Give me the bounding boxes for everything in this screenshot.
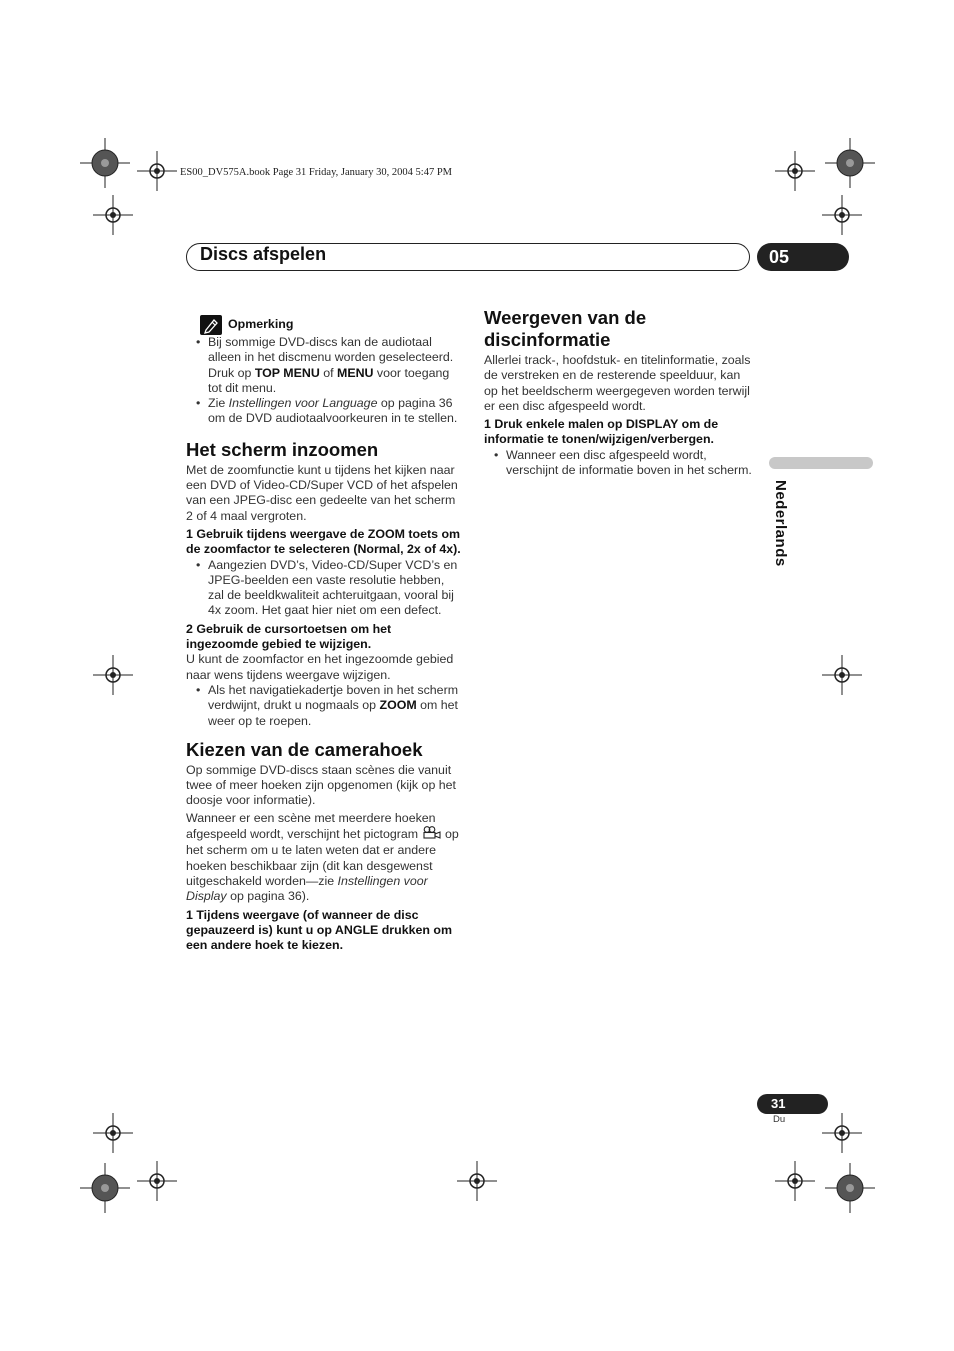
zoom-heading: Het scherm inzoomen bbox=[186, 438, 379, 460]
note-header bbox=[186, 315, 462, 335]
chapter-number-badge: 05 bbox=[757, 243, 849, 271]
language-tab-label: Nederlands bbox=[772, 480, 789, 567]
note-pencil-icon bbox=[200, 315, 222, 335]
note-bullet-2: • Zie Instellingen voor Language op pagina 36 om de DVD audiotaalvoorkeuren in te stellen. bbox=[196, 396, 458, 426]
language-code: Du bbox=[773, 1114, 786, 1125]
registration-mark-bottom-right-disc bbox=[825, 1163, 875, 1213]
registration-mark-top-right-disc bbox=[825, 138, 875, 188]
crosshair-top-4 bbox=[822, 195, 862, 235]
language-tab-bar bbox=[769, 457, 873, 469]
discinfo-heading: Weergeven van de discinformatie bbox=[484, 307, 647, 350]
crosshair-mid-right bbox=[822, 655, 862, 695]
zoom-step-1: 1 Gebruik tijdens weergave de ZOOM toets om de zoomfactor te selecteren (Normal, 2x of 4x). bbox=[186, 526, 461, 557]
zoom-step-1-bullet: • Aangezien DVD’s, Video-CD/Super VCD’s en JPEG-beelden een vaste resolutie hebben, zal de beeldkwaliteit achteruitgaan, vooral bij 4x zoom. Het gaat hier niet om een defect. bbox=[196, 557, 458, 618]
camera-angle-icon bbox=[422, 826, 442, 843]
discinfo-intro: Allerlei track-, hoofdstuk- en titelinformatie, zoals de verstreken en de resterende speelduur, kan op het beeldscherm weergegeven worden terwijl er een disc afgespeeld wordt. bbox=[484, 353, 751, 413]
crosshair-mid-left bbox=[93, 655, 133, 695]
left-column bbox=[186, 315, 462, 953]
zoom-step-2-bullet: • Als het navigatiekadertje boven in het scherm verdwijnt, drukt u nogmaals op ZOOM om het weer op te roepen. bbox=[196, 682, 459, 728]
zoom-step-2-text: U kunt de zoomfactor en het ingezoomde gebied naar wens tijdens weergave wijzigen. bbox=[186, 652, 454, 682]
note-label: Opmerking bbox=[228, 317, 294, 331]
crosshair-bottom-5 bbox=[775, 1161, 815, 1201]
crosshair-top-3 bbox=[775, 151, 815, 191]
discinfo-step-1-bullet: • Wanneer een disc afgespeeld wordt, verschijnt de informatie boven in het scherm. bbox=[494, 447, 752, 478]
crosshair-bottom-1 bbox=[93, 1113, 133, 1153]
file-info-line: ES00_DV575A.book Page 31 Friday, January 30, 2004 5:47 PM bbox=[180, 167, 453, 178]
angle-paragraph-2: Wanneer er een scène met meerdere hoeken afgespeeld wordt, verschijnt het pictogram op het scherm om u te laten weten dat er andere hoeken beschikbaar zijn (dit kan desgewenst uitgeschakeld worden—zie Instellingen voor Display op pagina 36). bbox=[186, 810, 459, 904]
crosshair-top-1 bbox=[137, 151, 177, 191]
crosshair-bottom-3 bbox=[137, 1161, 177, 1201]
registration-mark-bottom-left-disc bbox=[80, 1163, 130, 1213]
chapter-title: Discs afspelen bbox=[200, 244, 327, 264]
crosshair-bottom-2 bbox=[822, 1113, 862, 1153]
angle-heading: Kiezen van de camerahoek bbox=[186, 738, 423, 760]
right-column bbox=[484, 307, 756, 478]
discinfo-step-1: 1 Druk enkele malen op DISPLAY om de informatie te tonen/wijzigen/verbergen. bbox=[484, 417, 719, 447]
zoom-intro: Met de zoomfunctie kunt u tijdens het kijken naar een DVD of Video-CD/Super VCD of het afspelen van een JPEG-disc een gedeelte van het scherm 2 of 4 maal vergroten. bbox=[186, 462, 458, 523]
angle-step-1: 1 Tijdens weergave (of wanneer de disc gepauzeerd is) kunt u op ANGLE drukken om een andere hoek te kiezen. bbox=[186, 907, 452, 953]
note-bullet-1: • Bij sommige DVD-discs kan de audiotaal alleen in het discmenu worden geselecteerd. Druk op TOP MENU of MENU voor toegang tot dit menu. bbox=[196, 335, 454, 395]
angle-intro: Op sommige DVD-discs staan scènes die vanuit twee of meer hoeken zijn opgenomen (kijk op het doosje voor informatie). bbox=[186, 762, 456, 808]
crosshair-top-2 bbox=[93, 195, 133, 235]
registration-mark-top-left-disc bbox=[80, 138, 130, 188]
zoom-step-2: 2 Gebruik de cursortoetsen om het ingezoomde gebied te wijzigen. bbox=[186, 621, 392, 652]
crosshair-bottom-4 bbox=[457, 1161, 497, 1201]
page-number-badge: 31 bbox=[757, 1094, 828, 1114]
